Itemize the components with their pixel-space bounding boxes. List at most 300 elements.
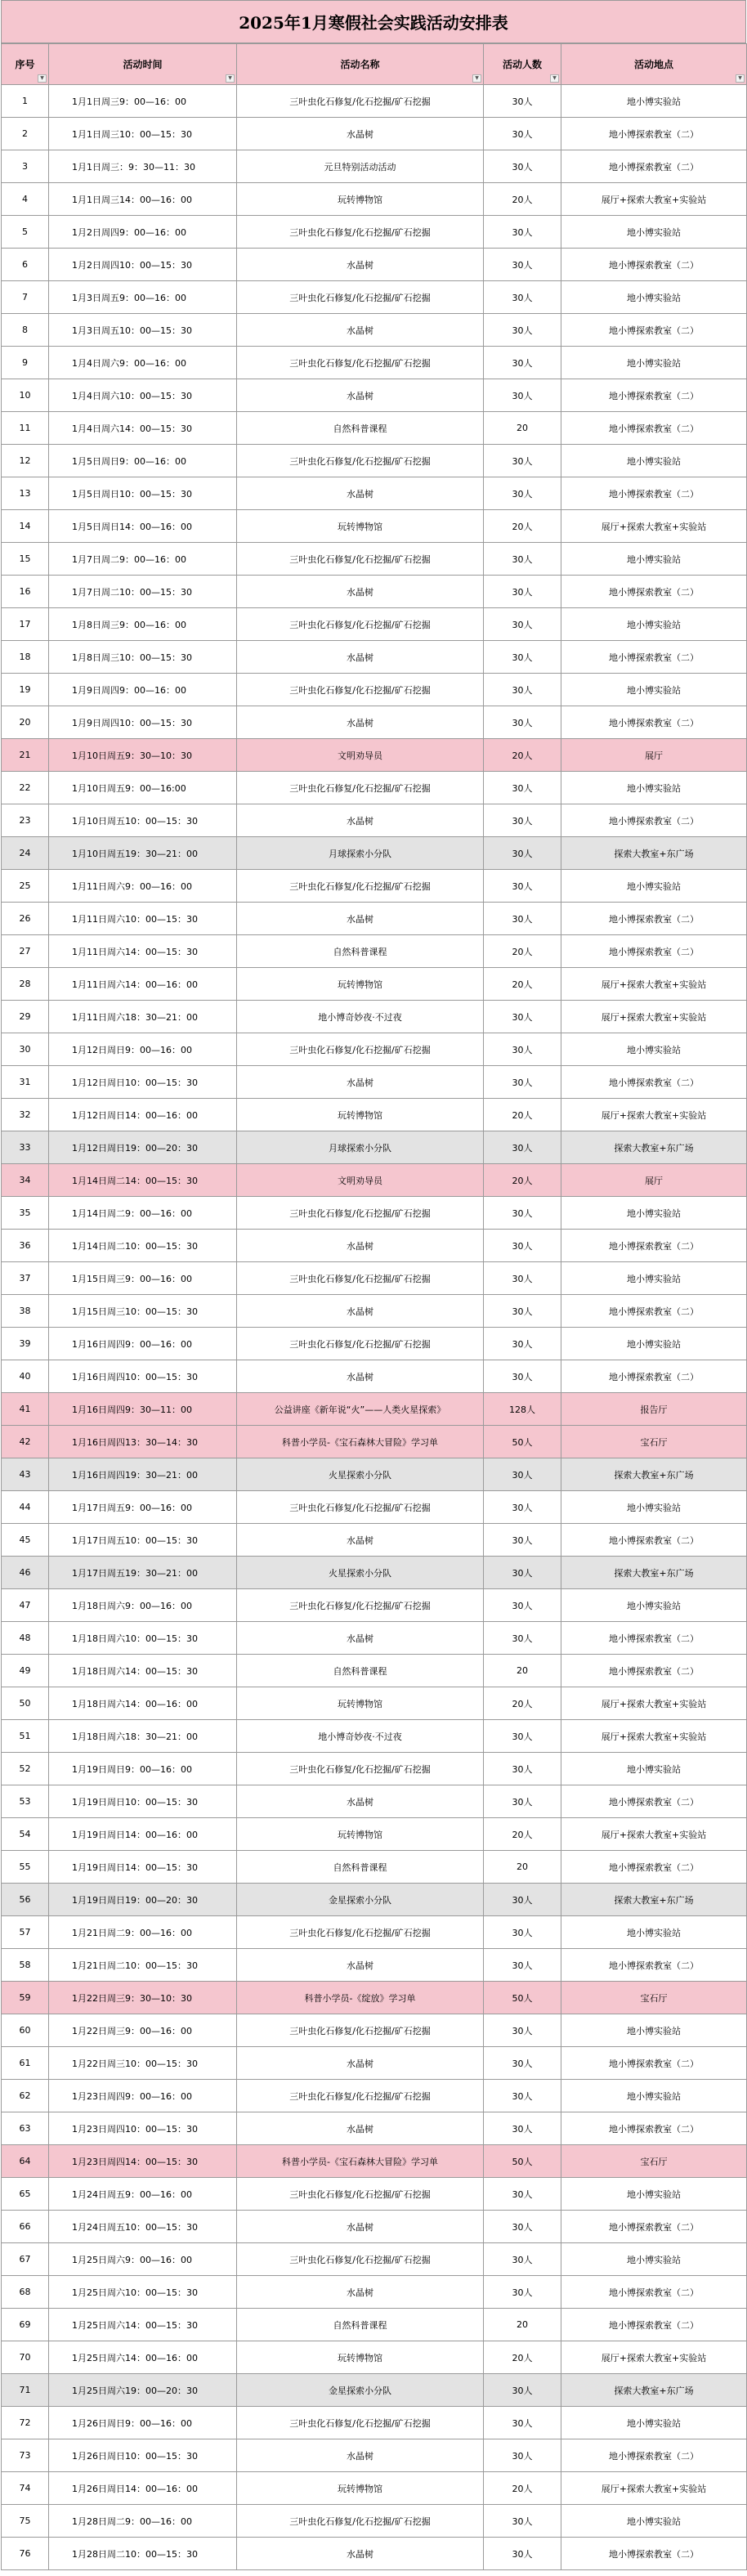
cell-headcount[interactable]: 20人 <box>484 1687 561 1720</box>
cell-headcount[interactable]: 30人 <box>484 2178 561 2211</box>
cell-activity-name[interactable]: 水晶树 <box>237 2211 484 2243</box>
cell-headcount[interactable]: 30人 <box>484 1131 561 1164</box>
cell-time[interactable]: 1月1日周三：9：30—11：30 <box>49 150 237 183</box>
cell-activity-name[interactable]: 自然科普课程 <box>237 935 484 968</box>
table-row[interactable] <box>2 347 747 379</box>
cell-headcount[interactable]: 30人 <box>484 2407 561 2439</box>
cell-time[interactable]: 1月4日周六14：00—15：30 <box>49 412 237 445</box>
cell-time[interactable]: 1月14日周二10：00—15：30 <box>49 1230 237 1262</box>
cell-activity-name[interactable]: 水晶树 <box>237 2538 484 2570</box>
table-row[interactable] <box>2 2472 747 2505</box>
cell-time[interactable]: 1月12日周日10：00—15：30 <box>49 1066 237 1099</box>
table-row[interactable] <box>2 445 747 477</box>
cell-activity-name[interactable]: 三叶虫化石修复/化石挖掘/矿石挖掘 <box>237 1753 484 1785</box>
cell-headcount[interactable]: 30人 <box>484 870 561 903</box>
table-row[interactable] <box>2 1557 747 1589</box>
cell-headcount[interactable]: 30人 <box>484 281 561 314</box>
table-row[interactable] <box>2 1001 747 1033</box>
cell-time[interactable]: 1月14日周二14：00—15：30 <box>49 1164 237 1197</box>
cell-time[interactable]: 1月17日周五9：00—16：00 <box>49 1491 237 1524</box>
cell-index[interactable]: 7 <box>2 281 49 314</box>
cell-location[interactable]: 地小博探索教室（二） <box>561 2439 747 2472</box>
cell-location[interactable]: 探索大教室+东广场 <box>561 837 747 870</box>
cell-time[interactable]: 1月16日周四9：00—16：00 <box>49 1328 237 1360</box>
cell-headcount[interactable]: 30人 <box>484 2047 561 2080</box>
cell-index[interactable]: 11 <box>2 412 49 445</box>
cell-activity-name[interactable]: 三叶虫化石修复/化石挖掘/矿石挖掘 <box>237 85 484 118</box>
table-row[interactable] <box>2 281 747 314</box>
table-row[interactable] <box>2 1393 747 1426</box>
table-row[interactable] <box>2 1655 747 1687</box>
cell-index[interactable]: 52 <box>2 1753 49 1785</box>
cell-activity-name[interactable]: 水晶树 <box>237 379 484 412</box>
table-row[interactable] <box>2 216 747 249</box>
cell-headcount[interactable]: 20人 <box>484 1818 561 1851</box>
cell-location[interactable]: 探索大教室+东广场 <box>561 2374 747 2407</box>
cell-activity-name[interactable]: 三叶虫化石修复/化石挖掘/矿石挖掘 <box>237 2178 484 2211</box>
cell-index[interactable]: 74 <box>2 2472 49 2505</box>
cell-headcount[interactable]: 30人 <box>484 85 561 118</box>
cell-activity-name[interactable]: 文明劝导员 <box>237 739 484 772</box>
table-row[interactable] <box>2 935 747 968</box>
cell-location[interactable]: 地小博实验站 <box>561 2505 747 2538</box>
cell-time[interactable]: 1月12日周日14：00—16：00 <box>49 1099 237 1131</box>
cell-time[interactable]: 1月22日周三10：00—15：30 <box>49 2047 237 2080</box>
cell-time[interactable]: 1月16日周四13：30—14：30 <box>49 1426 237 1458</box>
cell-activity-name[interactable]: 文明劝导员 <box>237 1164 484 1197</box>
cell-index[interactable]: 31 <box>2 1066 49 1099</box>
cell-time[interactable]: 1月3日周五9：00—16：00 <box>49 281 237 314</box>
filter-dropdown-icon[interactable]: ▼ <box>226 74 235 83</box>
cell-time[interactable]: 1月28日周二10：00—15：30 <box>49 2538 237 2570</box>
table-row[interactable] <box>2 1066 747 1099</box>
table-row[interactable] <box>2 2505 747 2538</box>
cell-headcount[interactable]: 30人 <box>484 150 561 183</box>
cell-index[interactable]: 10 <box>2 379 49 412</box>
cell-index[interactable]: 68 <box>2 2276 49 2309</box>
cell-index[interactable]: 46 <box>2 1557 49 1589</box>
cell-activity-name[interactable]: 三叶虫化石修复/化石挖掘/矿石挖掘 <box>237 2505 484 2538</box>
cell-headcount[interactable]: 30人 <box>484 1197 561 1230</box>
cell-location[interactable]: 展厅+探索大教室+实验站 <box>561 2472 747 2505</box>
cell-activity-name[interactable]: 水晶树 <box>237 118 484 150</box>
cell-time[interactable]: 1月17日周五10：00—15：30 <box>49 1524 237 1557</box>
cell-index[interactable]: 56 <box>2 1884 49 1916</box>
cell-time[interactable]: 1月18日周六10：00—15：30 <box>49 1622 237 1655</box>
cell-activity-name[interactable]: 水晶树 <box>237 477 484 510</box>
cell-time[interactable]: 1月21日周二10：00—15：30 <box>49 1949 237 1982</box>
cell-time[interactable]: 1月1日周三10：00—15：30 <box>49 118 237 150</box>
cell-location[interactable]: 地小博实验站 <box>561 674 747 706</box>
cell-headcount[interactable]: 30人 <box>484 2014 561 2047</box>
cell-time[interactable]: 1月8日周三10：00—15：30 <box>49 641 237 674</box>
cell-index[interactable]: 25 <box>2 870 49 903</box>
cell-index[interactable]: 4 <box>2 183 49 216</box>
cell-location[interactable]: 地小博探索教室（二） <box>561 2047 747 2080</box>
cell-headcount[interactable]: 30人 <box>484 1720 561 1753</box>
cell-headcount[interactable]: 30人 <box>484 249 561 281</box>
cell-headcount[interactable]: 30人 <box>484 543 561 576</box>
table-row[interactable] <box>2 2145 747 2178</box>
table-row[interactable] <box>2 2341 747 2374</box>
cell-index[interactable]: 18 <box>2 641 49 674</box>
cell-headcount[interactable]: 30人 <box>484 216 561 249</box>
cell-location[interactable]: 地小博探索教室（二） <box>561 903 747 935</box>
cell-activity-name[interactable]: 三叶虫化石修复/化石挖掘/矿石挖掘 <box>237 2407 484 2439</box>
cell-headcount[interactable]: 30人 <box>484 1360 561 1393</box>
cell-headcount[interactable]: 30人 <box>484 2439 561 2472</box>
cell-index[interactable]: 47 <box>2 1589 49 1622</box>
cell-headcount[interactable]: 30人 <box>484 1884 561 1916</box>
table-row[interactable] <box>2 1589 747 1622</box>
cell-activity-name[interactable]: 三叶虫化石修复/化石挖掘/矿石挖掘 <box>237 281 484 314</box>
cell-headcount[interactable]: 30人 <box>484 772 561 804</box>
cell-location[interactable]: 展厅+探索大教室+实验站 <box>561 1001 747 1033</box>
table-row[interactable] <box>2 150 747 183</box>
cell-location[interactable]: 宝石厅 <box>561 1426 747 1458</box>
cell-time[interactable]: 1月3日周五10：00—15：30 <box>49 314 237 347</box>
cell-index[interactable]: 1 <box>2 85 49 118</box>
cell-location[interactable]: 地小博探索教室（二） <box>561 1785 747 1818</box>
cell-headcount[interactable]: 30人 <box>484 2276 561 2309</box>
cell-activity-name[interactable]: 三叶虫化石修复/化石挖掘/矿石挖掘 <box>237 445 484 477</box>
cell-headcount[interactable]: 30人 <box>484 1557 561 1589</box>
cell-time[interactable]: 1月12日周日9：00—16：00 <box>49 1033 237 1066</box>
cell-location[interactable]: 地小博实验站 <box>561 2014 747 2047</box>
cell-activity-name[interactable]: 三叶虫化石修复/化石挖掘/矿石挖掘 <box>237 772 484 804</box>
cell-time[interactable]: 1月16日周四10：00—15：30 <box>49 1360 237 1393</box>
cell-index[interactable]: 43 <box>2 1458 49 1491</box>
cell-time[interactable]: 1月22日周三9：00—16：00 <box>49 2014 237 2047</box>
cell-time[interactable]: 1月23日周四14：00—15：30 <box>49 2145 237 2178</box>
table-row[interactable] <box>2 1949 747 1982</box>
table-row[interactable] <box>2 1360 747 1393</box>
table-row[interactable] <box>2 1622 747 1655</box>
cell-index[interactable]: 65 <box>2 2178 49 2211</box>
cell-location[interactable]: 地小博实验站 <box>561 1491 747 1524</box>
table-row[interactable] <box>2 804 747 837</box>
cell-location[interactable]: 展厅+探索大教室+实验站 <box>561 1099 747 1131</box>
cell-time[interactable]: 1月8日周三9：00—16：00 <box>49 608 237 641</box>
cell-index[interactable]: 2 <box>2 118 49 150</box>
table-row[interactable] <box>2 2014 747 2047</box>
cell-location[interactable]: 地小博实验站 <box>561 85 747 118</box>
cell-location[interactable]: 地小博探索教室（二） <box>561 2538 747 2570</box>
cell-location[interactable]: 探索大教室+东广场 <box>561 1557 747 1589</box>
table-row[interactable] <box>2 1262 747 1295</box>
cell-index[interactable]: 67 <box>2 2243 49 2276</box>
table-row[interactable] <box>2 2538 747 2570</box>
cell-index[interactable]: 3 <box>2 150 49 183</box>
cell-time[interactable]: 1月11日周六18：30—21：00 <box>49 1001 237 1033</box>
cell-activity-name[interactable]: 三叶虫化石修复/化石挖掘/矿石挖掘 <box>237 674 484 706</box>
cell-index[interactable]: 72 <box>2 2407 49 2439</box>
cell-activity-name[interactable]: 水晶树 <box>237 1295 484 1328</box>
cell-index[interactable]: 51 <box>2 1720 49 1753</box>
cell-headcount[interactable]: 30人 <box>484 1295 561 1328</box>
cell-location[interactable]: 地小博探索教室（二） <box>561 2276 747 2309</box>
cell-index[interactable]: 21 <box>2 739 49 772</box>
cell-location[interactable]: 地小博实验站 <box>561 216 747 249</box>
cell-index[interactable]: 5 <box>2 216 49 249</box>
cell-location[interactable]: 地小博实验站 <box>561 772 747 804</box>
cell-time[interactable]: 1月25日周六9：00—16：00 <box>49 2243 237 2276</box>
cell-location[interactable]: 地小博实验站 <box>561 445 747 477</box>
cell-time[interactable]: 1月24日周五9：00—16：00 <box>49 2178 237 2211</box>
cell-time[interactable]: 1月23日周四10：00—15：30 <box>49 2112 237 2145</box>
cell-location[interactable]: 地小博探索教室（二） <box>561 1360 747 1393</box>
cell-headcount[interactable]: 30人 <box>484 1001 561 1033</box>
cell-activity-name[interactable]: 自然科普课程 <box>237 1851 484 1884</box>
cell-activity-name[interactable]: 元旦特别活动活动 <box>237 150 484 183</box>
cell-index[interactable]: 12 <box>2 445 49 477</box>
cell-activity-name[interactable]: 水晶树 <box>237 1622 484 1655</box>
cell-index[interactable]: 42 <box>2 1426 49 1458</box>
cell-location[interactable]: 地小博探索教室（二） <box>561 1655 747 1687</box>
cell-headcount[interactable]: 20 <box>484 1655 561 1687</box>
cell-headcount[interactable]: 20 <box>484 412 561 445</box>
table-row[interactable] <box>2 2243 747 2276</box>
table-row[interactable] <box>2 1524 747 1557</box>
cell-activity-name[interactable]: 三叶虫化石修复/化石挖掘/矿石挖掘 <box>237 216 484 249</box>
cell-headcount[interactable]: 30人 <box>484 1785 561 1818</box>
cell-activity-name[interactable]: 水晶树 <box>237 2439 484 2472</box>
cell-time[interactable]: 1月14日周二9：00—16：00 <box>49 1197 237 1230</box>
cell-time[interactable]: 1月2日周四9：00—16：00 <box>49 216 237 249</box>
table-row[interactable] <box>2 183 747 216</box>
cell-index[interactable]: 49 <box>2 1655 49 1687</box>
table-row[interactable] <box>2 1230 747 1262</box>
cell-index[interactable]: 63 <box>2 2112 49 2145</box>
cell-index[interactable]: 73 <box>2 2439 49 2472</box>
table-row[interactable] <box>2 2112 747 2145</box>
cell-activity-name[interactable]: 玩转博物馆 <box>237 2341 484 2374</box>
cell-activity-name[interactable]: 水晶树 <box>237 641 484 674</box>
cell-activity-name[interactable]: 玩转博物馆 <box>237 1687 484 1720</box>
cell-location[interactable]: 探索大教室+东广场 <box>561 1884 747 1916</box>
cell-activity-name[interactable]: 三叶虫化石修复/化石挖掘/矿石挖掘 <box>237 2014 484 2047</box>
cell-time[interactable]: 1月26日周日14：00—16：00 <box>49 2472 237 2505</box>
cell-headcount[interactable]: 30人 <box>484 1524 561 1557</box>
table-row[interactable] <box>2 477 747 510</box>
cell-activity-name[interactable]: 水晶树 <box>237 576 484 608</box>
cell-time[interactable]: 1月15日周三10：00—15：30 <box>49 1295 237 1328</box>
cell-headcount[interactable]: 30人 <box>484 608 561 641</box>
cell-index[interactable]: 24 <box>2 837 49 870</box>
cell-activity-name[interactable]: 水晶树 <box>237 249 484 281</box>
cell-headcount[interactable]: 30人 <box>484 1622 561 1655</box>
cell-headcount[interactable]: 30人 <box>484 903 561 935</box>
cell-index[interactable]: 44 <box>2 1491 49 1524</box>
cell-location[interactable]: 地小博探索教室（二） <box>561 379 747 412</box>
cell-time[interactable]: 1月15日周三9：00—16：00 <box>49 1262 237 1295</box>
filter-dropdown-icon[interactable]: ▼ <box>550 74 559 83</box>
cell-activity-name[interactable]: 自然科普课程 <box>237 412 484 445</box>
filter-dropdown-icon[interactable]: ▼ <box>736 74 745 83</box>
cell-index[interactable]: 53 <box>2 1785 49 1818</box>
cell-time[interactable]: 1月19日周日19：00—20：30 <box>49 1884 237 1916</box>
cell-activity-name[interactable]: 自然科普课程 <box>237 1655 484 1687</box>
cell-location[interactable]: 展厅+探索大教室+实验站 <box>561 183 747 216</box>
cell-headcount[interactable]: 20人 <box>484 968 561 1001</box>
cell-activity-name[interactable]: 玩转博物馆 <box>237 510 484 543</box>
cell-time[interactable]: 1月5日周日9：00—16：00 <box>49 445 237 477</box>
cell-location[interactable]: 地小博探索教室（二） <box>561 1066 747 1099</box>
cell-location[interactable]: 地小博实验站 <box>561 543 747 576</box>
cell-index[interactable]: 17 <box>2 608 49 641</box>
cell-headcount[interactable]: 30人 <box>484 576 561 608</box>
cell-activity-name[interactable]: 科普小学员-《宝石森林大冒险》学习单 <box>237 1426 484 1458</box>
table-row[interactable] <box>2 249 747 281</box>
cell-index[interactable]: 14 <box>2 510 49 543</box>
cell-time[interactable]: 1月11日周六10：00—15：30 <box>49 903 237 935</box>
cell-location[interactable]: 展厅+探索大教室+实验站 <box>561 1687 747 1720</box>
cell-headcount[interactable]: 30人 <box>484 2505 561 2538</box>
cell-location[interactable]: 探索大教室+东广场 <box>561 1131 747 1164</box>
cell-time[interactable]: 1月18日周六9：00—16：00 <box>49 1589 237 1622</box>
cell-location[interactable]: 地小博实验站 <box>561 281 747 314</box>
cell-time[interactable]: 1月25日周六14：00—15：30 <box>49 2309 237 2341</box>
cell-index[interactable]: 28 <box>2 968 49 1001</box>
cell-time[interactable]: 1月28日周二9：00—16：00 <box>49 2505 237 2538</box>
cell-location[interactable]: 地小博实验站 <box>561 347 747 379</box>
table-row[interactable] <box>2 2374 747 2407</box>
cell-index[interactable]: 40 <box>2 1360 49 1393</box>
table-row[interactable] <box>2 1884 747 1916</box>
table-row[interactable] <box>2 1753 747 1785</box>
cell-index[interactable]: 54 <box>2 1818 49 1851</box>
cell-time[interactable]: 1月10日周五19：30—21：00 <box>49 837 237 870</box>
cell-location[interactable]: 地小博实验站 <box>561 1033 747 1066</box>
table-row[interactable] <box>2 2178 747 2211</box>
cell-activity-name[interactable]: 水晶树 <box>237 314 484 347</box>
cell-activity-name[interactable]: 月球探索小分队 <box>237 837 484 870</box>
cell-headcount[interactable]: 30人 <box>484 379 561 412</box>
table-row[interactable] <box>2 1328 747 1360</box>
cell-location[interactable]: 展厅+探索大教室+实验站 <box>561 2341 747 2374</box>
cell-index[interactable]: 35 <box>2 1197 49 1230</box>
cell-headcount[interactable]: 20 <box>484 1851 561 1884</box>
cell-time[interactable]: 1月22日周三9：30—10：30 <box>49 1982 237 2014</box>
cell-index[interactable]: 64 <box>2 2145 49 2178</box>
table-row[interactable] <box>2 2276 747 2309</box>
cell-activity-name[interactable]: 三叶虫化石修复/化石挖掘/矿石挖掘 <box>237 1033 484 1066</box>
cell-time[interactable]: 1月26日周日10：00—15：30 <box>49 2439 237 2472</box>
cell-headcount[interactable]: 30人 <box>484 2243 561 2276</box>
cell-location[interactable]: 地小博探索教室（二） <box>561 935 747 968</box>
cell-location[interactable]: 报告厅 <box>561 1393 747 1426</box>
cell-headcount[interactable]: 20人 <box>484 1099 561 1131</box>
cell-headcount[interactable]: 30人 <box>484 641 561 674</box>
cell-headcount[interactable]: 20人 <box>484 510 561 543</box>
table-row[interactable] <box>2 837 747 870</box>
cell-time[interactable]: 1月4日周六10：00—15：30 <box>49 379 237 412</box>
cell-location[interactable]: 地小博探索教室（二） <box>561 804 747 837</box>
cell-location[interactable]: 地小博实验站 <box>561 2243 747 2276</box>
cell-activity-name[interactable]: 水晶树 <box>237 1785 484 1818</box>
table-row[interactable] <box>2 1818 747 1851</box>
cell-location[interactable]: 地小博探索教室（二） <box>561 1295 747 1328</box>
cell-location[interactable]: 地小博实验站 <box>561 1262 747 1295</box>
filter-dropdown-icon[interactable]: ▼ <box>472 74 481 83</box>
cell-index[interactable]: 75 <box>2 2505 49 2538</box>
table-row[interactable] <box>2 1458 747 1491</box>
cell-headcount[interactable]: 30人 <box>484 477 561 510</box>
cell-location[interactable]: 展厅+探索大教室+实验站 <box>561 968 747 1001</box>
cell-time[interactable]: 1月19日周日14：00—15：30 <box>49 1851 237 1884</box>
cell-time[interactable]: 1月21日周二9：00—16：00 <box>49 1916 237 1949</box>
cell-activity-name[interactable]: 三叶虫化石修复/化石挖掘/矿石挖掘 <box>237 347 484 379</box>
cell-headcount[interactable]: 30人 <box>484 2080 561 2112</box>
table-row[interactable] <box>2 379 747 412</box>
table-row[interactable] <box>2 641 747 674</box>
cell-index[interactable]: 33 <box>2 1131 49 1164</box>
cell-index[interactable]: 58 <box>2 1949 49 1982</box>
table-row[interactable] <box>2 2309 747 2341</box>
cell-time[interactable]: 1月18日周六18：30—21：00 <box>49 1720 237 1753</box>
table-row[interactable] <box>2 1295 747 1328</box>
cell-headcount[interactable]: 20人 <box>484 739 561 772</box>
cell-index[interactable]: 23 <box>2 804 49 837</box>
cell-time[interactable]: 1月23日周四9：00—16：00 <box>49 2080 237 2112</box>
cell-time[interactable]: 1月7日周二9：00—16：00 <box>49 543 237 576</box>
table-row[interactable] <box>2 314 747 347</box>
cell-location[interactable]: 地小博实验站 <box>561 2080 747 2112</box>
cell-time[interactable]: 1月10日周五10：00—15：30 <box>49 804 237 837</box>
cell-activity-name[interactable]: 三叶虫化石修复/化石挖掘/矿石挖掘 <box>237 2080 484 2112</box>
cell-location[interactable]: 地小博探索教室（二） <box>561 1949 747 1982</box>
cell-index[interactable]: 59 <box>2 1982 49 2014</box>
cell-index[interactable]: 36 <box>2 1230 49 1262</box>
cell-headcount[interactable]: 30人 <box>484 1230 561 1262</box>
cell-index[interactable]: 45 <box>2 1524 49 1557</box>
cell-time[interactable]: 1月19日周日10：00—15：30 <box>49 1785 237 1818</box>
cell-location[interactable]: 宝石厅 <box>561 2145 747 2178</box>
table-row[interactable] <box>2 2047 747 2080</box>
cell-activity-name[interactable]: 水晶树 <box>237 1360 484 1393</box>
cell-activity-name[interactable]: 三叶虫化石修复/化石挖掘/矿石挖掘 <box>237 1328 484 1360</box>
cell-headcount[interactable]: 50人 <box>484 1426 561 1458</box>
cell-location[interactable]: 地小博实验站 <box>561 870 747 903</box>
cell-headcount[interactable]: 30人 <box>484 2538 561 2570</box>
cell-index[interactable]: 39 <box>2 1328 49 1360</box>
cell-time[interactable]: 1月5日周日14：00—16：00 <box>49 510 237 543</box>
cell-location[interactable]: 地小博探索教室（二） <box>561 2112 747 2145</box>
cell-index[interactable]: 41 <box>2 1393 49 1426</box>
cell-location[interactable]: 展厅+探索大教室+实验站 <box>561 1720 747 1753</box>
cell-location[interactable]: 地小博实验站 <box>561 1328 747 1360</box>
cell-headcount[interactable]: 30人 <box>484 314 561 347</box>
cell-index[interactable]: 29 <box>2 1001 49 1033</box>
filter-dropdown-icon[interactable]: ▼ <box>38 74 47 83</box>
cell-location[interactable]: 探索大教室+东广场 <box>561 1458 747 1491</box>
cell-location[interactable]: 地小博探索教室（二） <box>561 706 747 739</box>
cell-location[interactable]: 地小博实验站 <box>561 1916 747 1949</box>
table-row[interactable] <box>2 1099 747 1131</box>
table-row[interactable] <box>2 1687 747 1720</box>
cell-headcount[interactable]: 50人 <box>484 1982 561 2014</box>
cell-index[interactable]: 71 <box>2 2374 49 2407</box>
cell-time[interactable]: 1月11日周六14：00—16：00 <box>49 968 237 1001</box>
cell-headcount[interactable]: 20人 <box>484 1164 561 1197</box>
cell-activity-name[interactable]: 三叶虫化石修复/化石挖掘/矿石挖掘 <box>237 1589 484 1622</box>
table-row[interactable] <box>2 1982 747 2014</box>
table-row[interactable] <box>2 1491 747 1524</box>
cell-time[interactable]: 1月18日周六14：00—16：00 <box>49 1687 237 1720</box>
cell-time[interactable]: 1月25日周六10：00—15：30 <box>49 2276 237 2309</box>
cell-headcount[interactable]: 30人 <box>484 118 561 150</box>
cell-index[interactable]: 69 <box>2 2309 49 2341</box>
